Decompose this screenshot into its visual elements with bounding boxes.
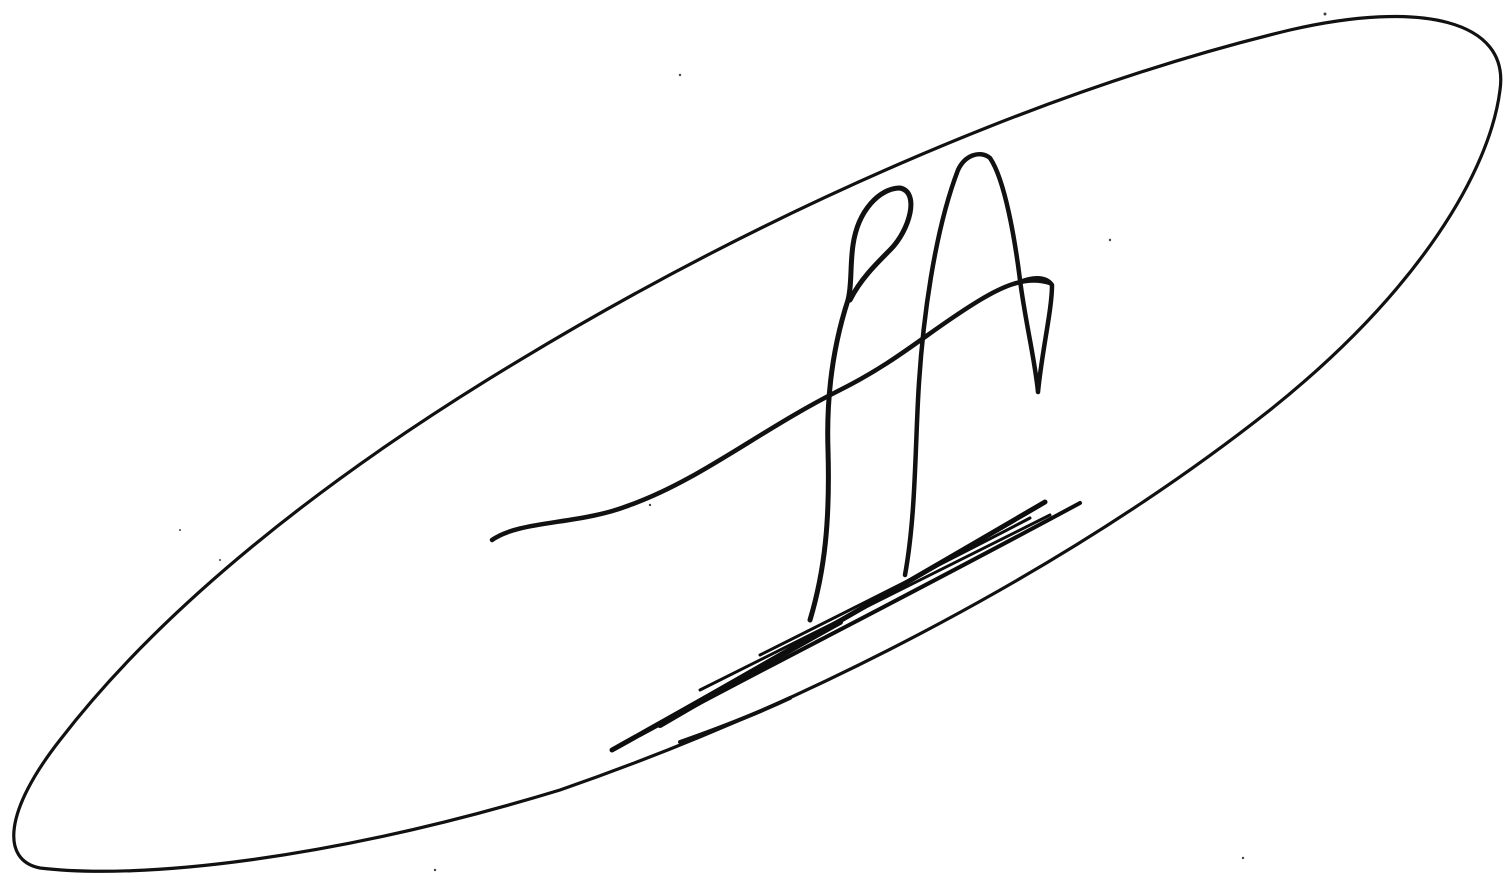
signature-flourish-5 bbox=[660, 622, 840, 725]
signature-outer-loop bbox=[14, 17, 1501, 872]
signature-flourish-4 bbox=[760, 518, 1030, 655]
signature-lead-stroke bbox=[492, 281, 1050, 540]
signature-flourish-3 bbox=[700, 515, 1050, 690]
signature-letter-loop bbox=[810, 188, 911, 620]
